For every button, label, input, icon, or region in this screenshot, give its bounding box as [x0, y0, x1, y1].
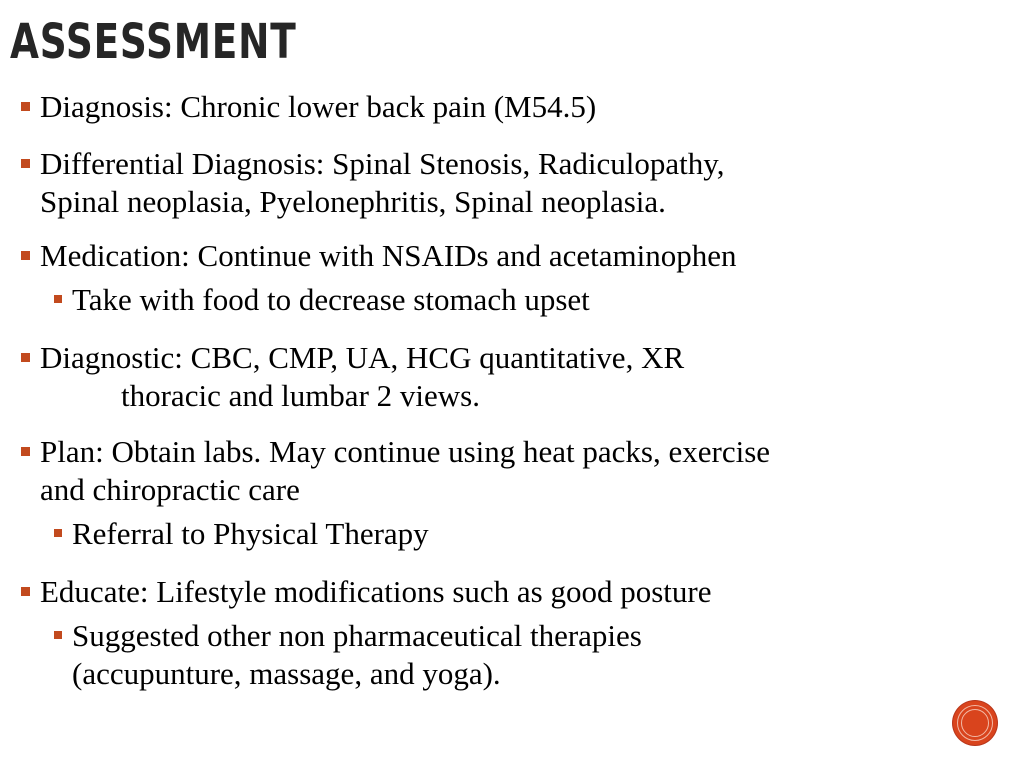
sub-bullet-text-continued: (accupunture, massage, and yoga). — [72, 656, 501, 691]
bullet-text-continued: thoracic and lumbar 2 views. — [121, 378, 480, 413]
square-bullet-icon — [54, 631, 62, 639]
concentric-circles-icon — [953, 701, 997, 745]
slide-title: ASSESSMENT — [10, 14, 297, 70]
sub-bullet-text: Referral to Physical Therapy — [72, 516, 429, 551]
bullet-text: Plan: Obtain labs. May continue using heat packs, exercise — [40, 434, 771, 469]
bullet-text: Diagnosis: Chronic lower back pain (M54.5) — [40, 89, 597, 124]
square-bullet-icon — [21, 587, 30, 596]
bullet-diagnosis — [40, 88, 596, 126]
bullet-plan — [40, 433, 770, 509]
bullet-text: Medication: Continue with NSAIDs and acetaminophen — [40, 238, 737, 273]
bullet-text-continued: Spinal neoplasia, Pyelonephritis, Spinal neoplasia. — [40, 184, 666, 219]
bullet-text: Diagnostic: CBC, CMP, UA, HCG quantitative, XR — [40, 340, 685, 375]
square-bullet-icon — [54, 529, 62, 537]
square-bullet-icon — [21, 102, 30, 111]
logo-ring-inner — [961, 709, 989, 737]
square-bullet-icon — [54, 295, 62, 303]
bullet-diagnostic — [40, 339, 684, 415]
bullet-text-continued: and chiropractic care — [40, 472, 300, 507]
bullet-medication — [40, 237, 737, 275]
bullet-text: Differential Diagnosis: Spinal Stenosis, Radiculopathy, — [40, 146, 725, 181]
bullet-educate — [40, 573, 712, 611]
sub-bullet-referral — [72, 515, 429, 553]
bullet-differential-diagnosis — [40, 145, 725, 221]
sub-bullet-take-with-food — [72, 281, 590, 319]
square-bullet-icon — [21, 251, 30, 260]
square-bullet-icon — [21, 353, 30, 362]
square-bullet-icon — [21, 447, 30, 456]
sub-bullet-text: Take with food to decrease stomach upset — [72, 282, 590, 317]
bullet-text: Educate: Lifestyle modifications such as good posture — [40, 574, 712, 609]
square-bullet-icon — [21, 159, 30, 168]
sub-bullet-text: Suggested other non pharmaceutical therapies — [72, 618, 642, 653]
sub-bullet-suggested-therapies — [72, 617, 642, 693]
